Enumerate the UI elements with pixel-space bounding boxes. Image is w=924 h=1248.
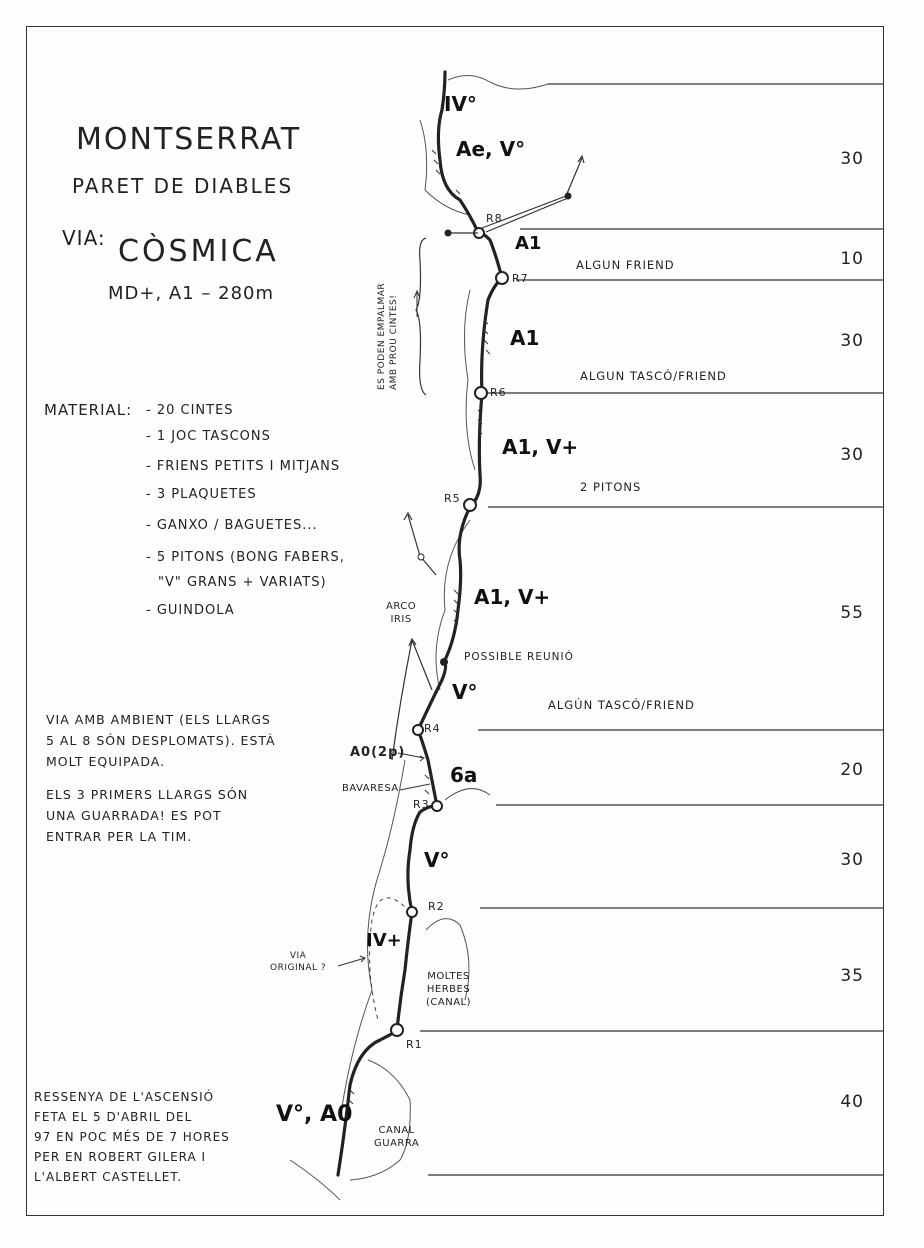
route-grade: MD+, A1 – 280m — [108, 283, 275, 304]
material-item: - GUINDOLA — [146, 603, 235, 618]
route-title: CÒSMICA — [118, 234, 279, 269]
note-warning: ELS 3 PRIMERS LLARGS SÓN UNA GUARRADA! ES POT ENTRAR PER LA TIM. — [46, 787, 249, 844]
pitch-grade: A1, V+ — [502, 435, 579, 459]
gear-note: ALGUN TASCÓ/FRIEND — [580, 369, 727, 383]
gear-note: ALGÚN TASCÓ/FRIEND — [548, 698, 695, 712]
material-item: - 1 JOC TASCONS — [146, 429, 271, 444]
pitch-grade: V°, A0 — [276, 1102, 353, 1127]
belay-label: R1 — [406, 1038, 423, 1051]
material-item: "V" GRANS + VARIATS) — [158, 575, 327, 590]
pitch-grade: A1 — [510, 326, 540, 350]
material-item: - 5 PITONS (BONG FABERS, — [146, 550, 345, 565]
via-original-note: VIA ORIGINAL ? — [270, 951, 327, 973]
via-label: VIA: — [62, 226, 106, 250]
belay-label: R3 — [413, 798, 430, 811]
pitch-length: 30 — [840, 331, 864, 351]
pitch-grade: IV° — [444, 92, 477, 116]
pitch-grade: A1, V+ — [474, 585, 551, 609]
pitch-grade: A1 — [515, 233, 542, 254]
empalmar-note: ES PODEN EMPALMAR AMB PROU CINTES! — [377, 282, 399, 390]
belay-label: R8 — [486, 212, 503, 225]
pitch-length: 55 — [840, 603, 864, 623]
pitch-grade: IV+ — [366, 930, 402, 951]
possible-belay-note: POSSIBLE REUNIÓ — [464, 651, 574, 663]
belay-label: R7 — [512, 272, 529, 285]
pitch-dividers — [420, 84, 884, 1175]
pitch-length: 30 — [840, 445, 864, 465]
pitch-length: 30 — [840, 149, 864, 169]
possible-belay-dot — [440, 658, 448, 666]
belay-label: R6 — [490, 386, 507, 399]
material-item: - FRIENS PETITS I MITJANS — [146, 459, 341, 474]
note-credits: RESSENYA DE L'ASCENSIÓ FETA EL 5 D'ABRIL DEL 97 EN POC MÉS DE 7 HORES PER EN ROBERT GILERA I L'ALBERT CASTELLET. — [34, 1090, 230, 1184]
area-title: MONTSERRAT — [76, 122, 302, 157]
pitch-length: 10 — [840, 249, 864, 269]
pitch-length: 20 — [840, 760, 864, 780]
original-route-dashed — [370, 898, 410, 1020]
material-item: - GANXO / BAGUETES... — [146, 518, 318, 533]
material-item: - 20 CINTES — [146, 403, 234, 418]
bavaresa-note: BAVARESA — [342, 783, 399, 794]
canal-guarra-note: CANAL GUARRA — [374, 1125, 420, 1149]
belay-label: R4 — [424, 722, 441, 735]
pitch-grade: V° — [424, 848, 450, 872]
a0-note: A0(2p) — [350, 745, 406, 760]
material-item: - 3 PLAQUETES — [146, 487, 257, 502]
pitch-length: 30 — [840, 850, 864, 870]
pitch-grade: 6a — [450, 763, 478, 787]
moltes-herbes-note: MOLTES HERBES (CANAL) — [426, 971, 472, 1008]
material-label: MATERIAL: — [44, 401, 133, 419]
pitch-length: 35 — [840, 966, 864, 986]
note-ambient: VIA AMB AMBIENT (ELS LLARGS 5 AL 8 SÓN DESPLOMATS). ESTÀ MOLT EQUIPADA. — [46, 712, 276, 769]
arco-iris-note: ARCO IRIS — [386, 601, 417, 625]
gear-note: ALGUN FRIEND — [576, 258, 675, 272]
gear-note: 2 PITONS — [580, 480, 642, 494]
pitch-grade: V° — [452, 680, 478, 704]
belay-label: R5 — [444, 492, 461, 505]
belay-label: R2 — [428, 900, 445, 913]
belay-circles — [391, 228, 508, 1036]
pitch-grade: Ae, V° — [456, 137, 526, 161]
pitch-length: 40 — [840, 1092, 864, 1112]
wall-title: PARET DE DIABLES — [72, 174, 294, 198]
